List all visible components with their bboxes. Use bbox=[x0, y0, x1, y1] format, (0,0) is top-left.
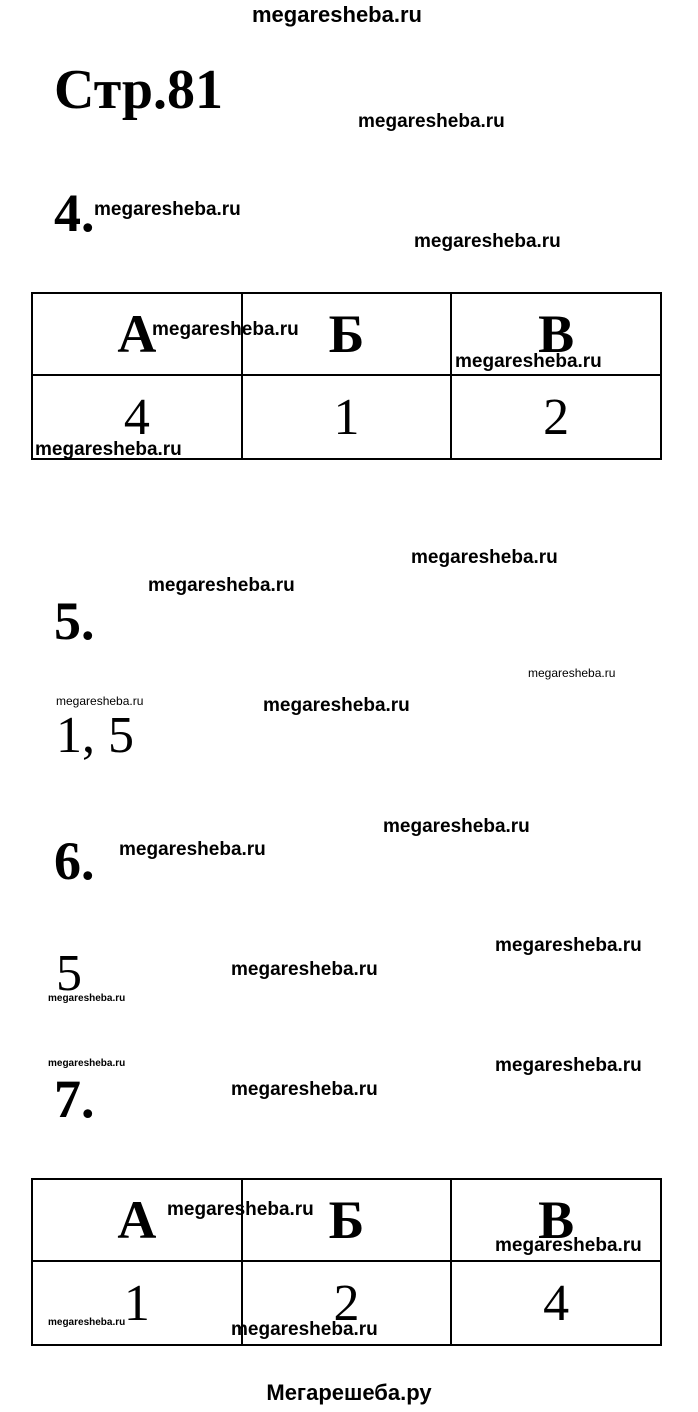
task-7-header-b: Б bbox=[242, 1179, 452, 1261]
task-4-value-v: 2 bbox=[451, 375, 661, 459]
task-5-answer: 1, 5 bbox=[56, 707, 134, 764]
watermark: megaresheba.ru bbox=[455, 351, 602, 372]
watermark: megaresheba.ru bbox=[152, 319, 299, 340]
watermark: megaresheba.ru bbox=[56, 694, 144, 708]
watermark: megaresheba.ru bbox=[495, 1235, 642, 1256]
task-4-header-b: Б bbox=[242, 293, 452, 375]
task-7-header-a: А bbox=[32, 1179, 242, 1261]
watermark: megaresheba.ru bbox=[358, 111, 505, 132]
watermark: megaresheba.ru bbox=[48, 993, 126, 1004]
task-7-number: 7. bbox=[54, 1069, 95, 1129]
task-4-table bbox=[31, 292, 662, 460]
watermark: megaresheba.ru bbox=[48, 1058, 126, 1069]
watermark: megaresheba.ru bbox=[383, 816, 530, 837]
task-4-header-a: А bbox=[32, 293, 242, 375]
page-title: Стр.81 bbox=[54, 59, 224, 121]
task-7-header-v: В bbox=[451, 1179, 661, 1261]
watermark: megaresheba.ru bbox=[495, 935, 642, 956]
watermark: megaresheba.ru bbox=[35, 439, 182, 460]
watermark: megaresheba.ru bbox=[263, 695, 410, 716]
watermark: megaresheba.ru bbox=[231, 1079, 378, 1100]
watermark: megaresheba.ru bbox=[148, 575, 295, 596]
footer-brand: Мегарешеба.ру bbox=[266, 1380, 432, 1405]
task-4-number: 4. bbox=[54, 183, 95, 243]
task-6-answer: 5 bbox=[56, 945, 82, 1002]
task-4-header-v: В bbox=[451, 293, 661, 375]
watermark: megaresheba.ru bbox=[528, 666, 616, 680]
task-4-value-a: 4 bbox=[32, 375, 242, 459]
watermark: megaresheba.ru bbox=[48, 1317, 126, 1328]
task-4-value-b: 1 bbox=[242, 375, 452, 459]
watermark: megaresheba.ru bbox=[231, 1319, 378, 1340]
task-7-value-b: 2 bbox=[242, 1261, 452, 1345]
task-5-number: 5. bbox=[54, 591, 95, 651]
watermark: megaresheba.ru bbox=[119, 839, 266, 860]
header-watermark: megaresheba.ru bbox=[252, 2, 422, 27]
watermark: megaresheba.ru bbox=[94, 199, 241, 220]
watermark: megaresheba.ru bbox=[414, 231, 561, 252]
watermark: megaresheba.ru bbox=[411, 547, 558, 568]
watermark: megaresheba.ru bbox=[495, 1055, 642, 1076]
watermark: megaresheba.ru bbox=[231, 959, 378, 980]
watermark: megaresheba.ru bbox=[167, 1199, 314, 1220]
task-7-value-a: 1 bbox=[32, 1261, 242, 1345]
task-7-value-v: 4 bbox=[451, 1261, 661, 1345]
task-6-number: 6. bbox=[54, 831, 95, 891]
